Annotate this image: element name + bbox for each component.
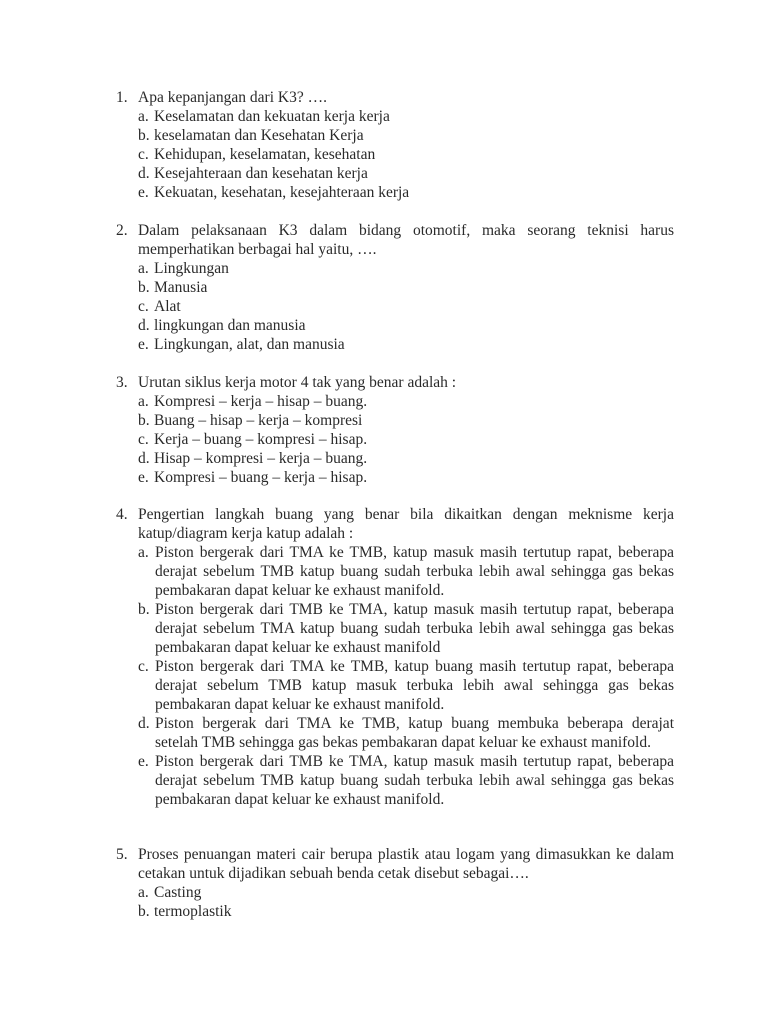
option-letter: e. [138, 469, 149, 486]
option-a [138, 259, 674, 278]
option-letter: b. [138, 127, 150, 144]
option-text: keselamatan dan Kesehatan Kerja [154, 127, 364, 144]
option-text: Kesejahteraan dan kesehatan kerja [154, 165, 368, 182]
option-letter: d. [138, 715, 150, 732]
option-d [138, 164, 674, 183]
option-a [138, 107, 674, 126]
question-number: 4. [116, 506, 128, 523]
option-text: Kehidupan, keselamatan, kesehatan [154, 146, 376, 163]
option-letter: c. [138, 146, 149, 163]
option-text: lingkungan dan manusia [154, 317, 306, 334]
option-text: Manusia [154, 279, 208, 296]
question-text: Pengertian langkah buang yang benar bila dikaitkan dengan meknisme kerja katup/diagram kerja katup adalah : [138, 506, 674, 542]
option-c [138, 297, 674, 316]
option-text: Piston bergerak dari TMA ke TMB, katup buang membuka beberapa derajat setelah TMB sehingga gas bekas pembakaran dapat keluar ke exhaust manifold. [155, 715, 674, 751]
option-letter: d. [138, 450, 150, 467]
option-e [138, 335, 674, 354]
question-3 [116, 373, 674, 487]
option-text: Piston bergerak dari TMB ke TMA, katup masuk masih tertutup rapat, beberapa derajat sebelum TMA katup buang sudah terbuka lebih awal sehingga gas bekas pembakaran dapat keluar ke exhaust manifold [155, 601, 674, 656]
option-text: Keselamatan dan kekuatan kerja kerja [154, 108, 390, 125]
option-letter: a. [138, 393, 149, 410]
option-text: Kompresi – buang – kerja – hisap. [154, 469, 368, 486]
option-text: Lingkungan [154, 260, 229, 277]
option-letter: e. [138, 184, 149, 201]
question-number: 5. [116, 846, 128, 863]
option-letter: a. [138, 544, 149, 561]
question-text: Dalam pelaksanaan K3 dalam bidang otomotif, maka seorang teknisi harus memperhatikan berbagai hal yaitu, …. [138, 222, 674, 258]
option-d [138, 714, 674, 752]
option-letter: d. [138, 165, 150, 182]
question-4 [116, 505, 674, 809]
option-text: Piston bergerak dari TMB ke TMA, katup masuk masih tertutup rapat, beberapa derajat sebelum TMB katup buang sudah terbuka lebih awal sehingga gas bekas pembakaran dapat keluar ke exhaust manifold. [155, 753, 674, 808]
option-letter: b. [138, 601, 150, 618]
option-letter: b. [138, 903, 150, 920]
option-letter: c. [138, 431, 149, 448]
option-text: Lingkungan, alat, dan manusia [154, 336, 345, 353]
option-c [138, 657, 674, 714]
option-b [138, 126, 674, 145]
option-letter: a. [138, 884, 149, 901]
option-letter: b. [138, 412, 150, 429]
option-list [138, 259, 674, 354]
option-e [138, 183, 674, 202]
option-text: termoplastik [154, 903, 232, 920]
option-b [138, 902, 674, 921]
question-number: 1. [116, 89, 128, 106]
option-a [138, 543, 674, 600]
option-list [138, 543, 674, 809]
option-d [138, 316, 674, 335]
option-text: Alat [154, 298, 181, 315]
option-letter: a. [138, 260, 149, 277]
option-text: Buang – hisap – kerja – kompresi [154, 412, 363, 429]
option-a [138, 883, 674, 902]
option-text: Piston bergerak dari TMA ke TMB, katup buang masih tertutup rapat, beberapa derajat sebelum TMB katup masuk terbuka lebih awal sehingga gas bekas pembakaran dapat keluar ke exhaust manifold. [155, 658, 674, 713]
option-a [138, 392, 674, 411]
question-5 [116, 845, 674, 921]
option-c [138, 430, 674, 449]
option-letter: a. [138, 108, 149, 125]
option-text: Hisap – kompresi – kerja – buang. [154, 450, 368, 467]
option-list [138, 883, 674, 921]
question-text: Apa kepanjangan dari K3? …. [138, 89, 327, 106]
option-d [138, 449, 674, 468]
question-number: 3. [116, 374, 128, 391]
option-c [138, 145, 674, 164]
option-list [138, 392, 674, 487]
question-number: 2. [116, 222, 128, 239]
option-letter: d. [138, 317, 150, 334]
option-e [138, 468, 674, 487]
option-text: Kekuatan, kesehatan, kesejahteraan kerja [154, 184, 410, 201]
option-b [138, 600, 674, 657]
question-text: Proses penuangan materi cair berupa plastik atau logam yang dimasukkan ke dalam cetakan untuk dijadikan sebuah benda cetak disebut sebagai…. [138, 846, 674, 882]
question-text: Urutan siklus kerja motor 4 tak yang benar adalah : [138, 374, 457, 391]
option-letter: c. [138, 658, 149, 675]
option-text: Casting [154, 884, 202, 901]
option-list [138, 107, 674, 202]
option-letter: b. [138, 279, 150, 296]
option-text: Piston bergerak dari TMA ke TMB, katup masuk masih tertutup rapat, beberapa derajat sebelum TMB katup buang sudah terbuka lebih awal sehingga gas bekas pembakaran dapat keluar ke exhaust manifold. [155, 544, 674, 599]
option-b [138, 278, 674, 297]
option-text: Kerja – buang – kompresi – hisap. [154, 431, 368, 448]
option-e [138, 752, 674, 809]
option-letter: c. [138, 298, 149, 315]
question-2 [116, 221, 674, 354]
question-1 [116, 88, 674, 202]
option-letter: e. [138, 336, 149, 353]
option-text: Kompresi – kerja – hisap – buang. [154, 393, 368, 410]
option-letter: e. [138, 753, 149, 770]
option-b [138, 411, 674, 430]
